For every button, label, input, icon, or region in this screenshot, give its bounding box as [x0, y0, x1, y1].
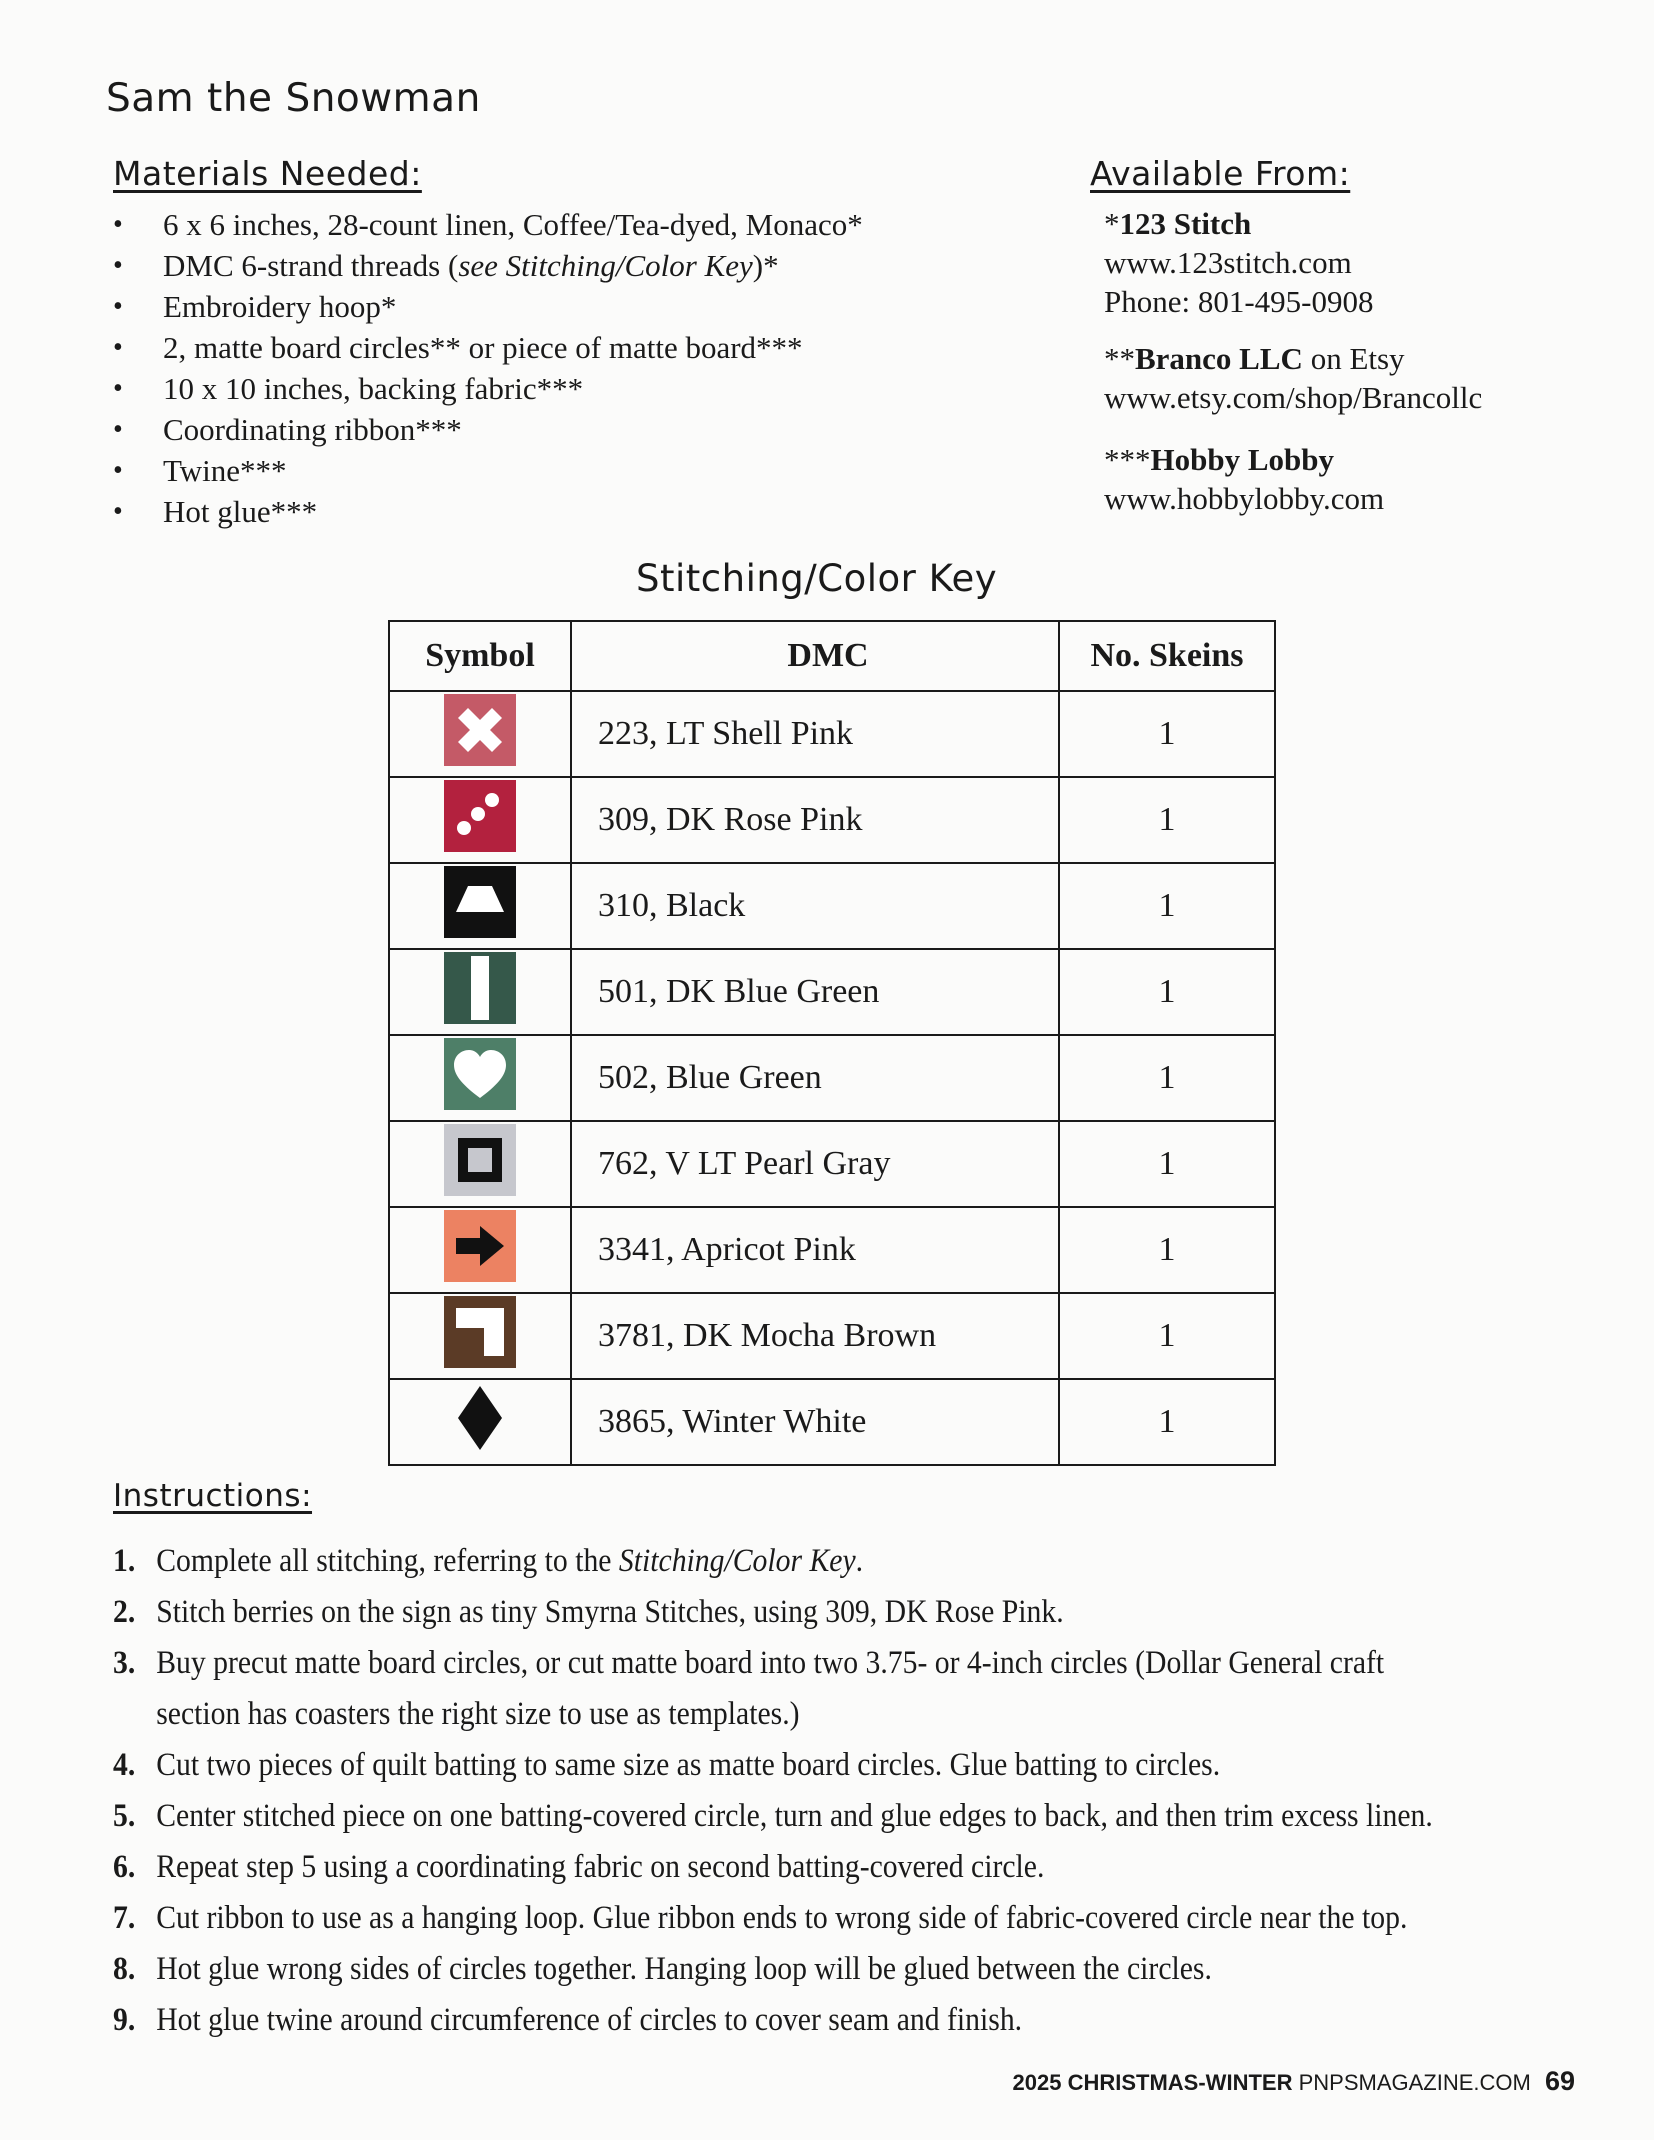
material-text: 2, matte board circles** or piece of matte board*** [163, 330, 803, 365]
material-text: 6 x 6 inches, 28-count linen, Coffee/Tea-dyed, Monaco* [163, 207, 863, 242]
trapezoid-icon [444, 866, 516, 947]
arrow-icon [444, 1210, 516, 1291]
dmc-cell: 309, DK Rose Pink [571, 777, 1059, 863]
skeins-cell: 1 [1059, 691, 1275, 777]
instruction-step [113, 1842, 1445, 1893]
step-number: 7. [113, 1900, 136, 1936]
step-number: 3. [113, 1645, 136, 1681]
material-item [113, 286, 863, 327]
table-row [389, 1121, 1275, 1207]
material-item [113, 245, 863, 286]
step-text: Buy precut matte board circles, or cut matte board into two 3.75- or 4-inch circles (Dollar General craft section has coasters the right size to use as templates.) [156, 1645, 1385, 1732]
material-text-end: )* [752, 248, 779, 283]
x-icon [444, 694, 516, 775]
material-text: Coordinating ribbon*** [163, 412, 462, 447]
step-text: Complete all stitching, referring to the [156, 1543, 619, 1579]
skeins-cell: 1 [1059, 863, 1275, 949]
instruction-step [113, 1638, 1445, 1740]
skeins-cell: 1 [1059, 1121, 1275, 1207]
step-text: Stitch berries on the sign as tiny Smyrna Stitches, using 309, DK Rose Pink. [156, 1594, 1064, 1630]
step-number: 4. [113, 1747, 136, 1783]
step-number: 5. [113, 1798, 136, 1834]
step-number: 8. [113, 1951, 136, 1987]
table-row [389, 777, 1275, 863]
dmc-cell: 762, V LT Pearl Gray [571, 1121, 1059, 1207]
symbol-cell [389, 1035, 571, 1121]
material-text: Embroidery hoop* [163, 289, 397, 324]
dmc-cell: 223, LT Shell Pink [571, 691, 1059, 777]
symbol-cell [389, 1121, 571, 1207]
dots-icon [444, 780, 516, 861]
instruction-step [113, 1893, 1445, 1944]
table-row [389, 1035, 1275, 1121]
dmc-cell: 501, DK Blue Green [571, 949, 1059, 1035]
dmc-cell: 502, Blue Green [571, 1035, 1059, 1121]
symbol-cell [389, 691, 571, 777]
material-emphasis: see Stitching/Color Key [458, 248, 753, 283]
vendor-entry [1104, 440, 1384, 518]
material-item [113, 204, 863, 245]
instructions-heading: Instructions: [113, 1478, 313, 1514]
material-item [113, 327, 863, 368]
vendor-detail: Phone: 801-495-0908 [1104, 284, 1374, 319]
step-text: Cut ribbon to use as a hanging loop. Glue ribbon ends to wrong side of fabric-covered circle near the top. [156, 1900, 1408, 1936]
step-text: Hot glue twine around circumference of circles to cover seam and finish. [156, 2002, 1023, 2038]
table-row [389, 949, 1275, 1035]
heart-icon [444, 1038, 516, 1119]
dmc-column-header: DMC [571, 621, 1059, 691]
instruction-step [113, 1944, 1445, 1995]
vendor-suffix: on Etsy [1302, 341, 1405, 376]
material-item [113, 368, 863, 409]
vendor-detail: www.hobbylobby.com [1104, 481, 1385, 516]
dmc-cell: 3341, Apricot Pink [571, 1207, 1059, 1293]
instruction-step [113, 1536, 1445, 1587]
step-text-end: . [855, 1543, 864, 1579]
vendor-detail: www.123stitch.com [1104, 245, 1352, 280]
symbol-cell [389, 1293, 571, 1379]
issue-label: 2025 CHRISTMAS-WINTER [1012, 2070, 1293, 2095]
page-title: Sam the Snowman [106, 76, 481, 121]
square-icon [444, 1124, 516, 1205]
step-number: 6. [113, 1849, 136, 1885]
skeins-cell: 1 [1059, 777, 1275, 863]
site-label: PNPSMAGAZINE.COM [1298, 2070, 1531, 2095]
instructions-list [113, 1536, 1445, 2046]
vendor-marker: *** [1104, 442, 1151, 477]
materials-list [113, 204, 863, 532]
vendor-name: 123 Stitch [1119, 206, 1252, 241]
step-text: Hot glue wrong sides of circles together. Hanging loop will be glued between the circles. [156, 1951, 1212, 1987]
step-text: Center stitched piece on one batting-covered circle, turn and glue edges to back, and then trim excess linen. [156, 1798, 1433, 1834]
vendor-name-line [1104, 204, 1374, 243]
table-row [389, 1293, 1275, 1379]
skeins-cell: 1 [1059, 1207, 1275, 1293]
vendor-marker: * [1104, 206, 1120, 241]
table-row [389, 863, 1275, 949]
vendor-name-line [1104, 440, 1384, 479]
vendor-name: Hobby Lobby [1150, 442, 1335, 477]
table-row [389, 691, 1275, 777]
step-text: Cut two pieces of quilt batting to same size as matte board circles. Glue batting to circles. [156, 1747, 1221, 1783]
symbol-cell [389, 949, 571, 1035]
material-item [113, 450, 863, 491]
color-key-table [388, 620, 1276, 1466]
skeins-cell: 1 [1059, 1035, 1275, 1121]
step-emphasis: Stitching/Color Key [618, 1543, 856, 1579]
vendor-name: Branco LLC [1135, 341, 1303, 376]
skeins-cell: 1 [1059, 949, 1275, 1035]
vendor-entry [1104, 204, 1374, 321]
step-number: 1. [113, 1543, 136, 1579]
step-number: 2. [113, 1594, 136, 1630]
symbol-cell [389, 863, 571, 949]
material-text: Twine*** [163, 453, 287, 488]
vendor-detail: www.etsy.com/shop/Brancollc [1104, 380, 1483, 415]
corner-icon [444, 1296, 516, 1377]
instruction-step [113, 1587, 1445, 1638]
material-text: 10 x 10 inches, backing fabric*** [163, 371, 584, 406]
instruction-step [113, 1740, 1445, 1791]
table-row [389, 1379, 1275, 1465]
diamond-icon [444, 1382, 516, 1463]
instruction-step [113, 1791, 1445, 1842]
dmc-cell: 3781, DK Mocha Brown [571, 1293, 1059, 1379]
material-item [113, 491, 863, 532]
symbol-cell [389, 1379, 571, 1465]
vendor-name-line [1104, 339, 1482, 378]
color-key-title: Stitching/Color Key [636, 557, 998, 600]
material-text: DMC 6-strand threads ( [163, 248, 459, 283]
vendor-marker: ** [1104, 341, 1135, 376]
symbol-column-header: Symbol [389, 621, 571, 691]
material-item [113, 409, 863, 450]
instruction-step [113, 1995, 1445, 2046]
skeins-cell: 1 [1059, 1379, 1275, 1465]
material-text: Hot glue*** [163, 494, 318, 529]
step-number: 9. [113, 2002, 136, 2038]
skeins-cell: 1 [1059, 1293, 1275, 1379]
table-row [389, 1207, 1275, 1293]
skeins-column-header: No. Skeins [1059, 621, 1275, 691]
dmc-cell: 310, Black [571, 863, 1059, 949]
available-from-heading: Available From: [1090, 154, 1351, 193]
dmc-cell: 3865, Winter White [571, 1379, 1059, 1465]
materials-heading: Materials Needed: [113, 154, 422, 193]
page-footer [1013, 2066, 1575, 2097]
symbol-cell [389, 777, 571, 863]
vendor-entry [1104, 339, 1482, 417]
symbol-cell [389, 1207, 571, 1293]
table-header-row [389, 621, 1275, 691]
page-number: 69 [1544, 2066, 1575, 2096]
bar-icon [444, 952, 516, 1033]
step-text: Repeat step 5 using a coordinating fabric on second batting-covered circle. [156, 1849, 1045, 1885]
